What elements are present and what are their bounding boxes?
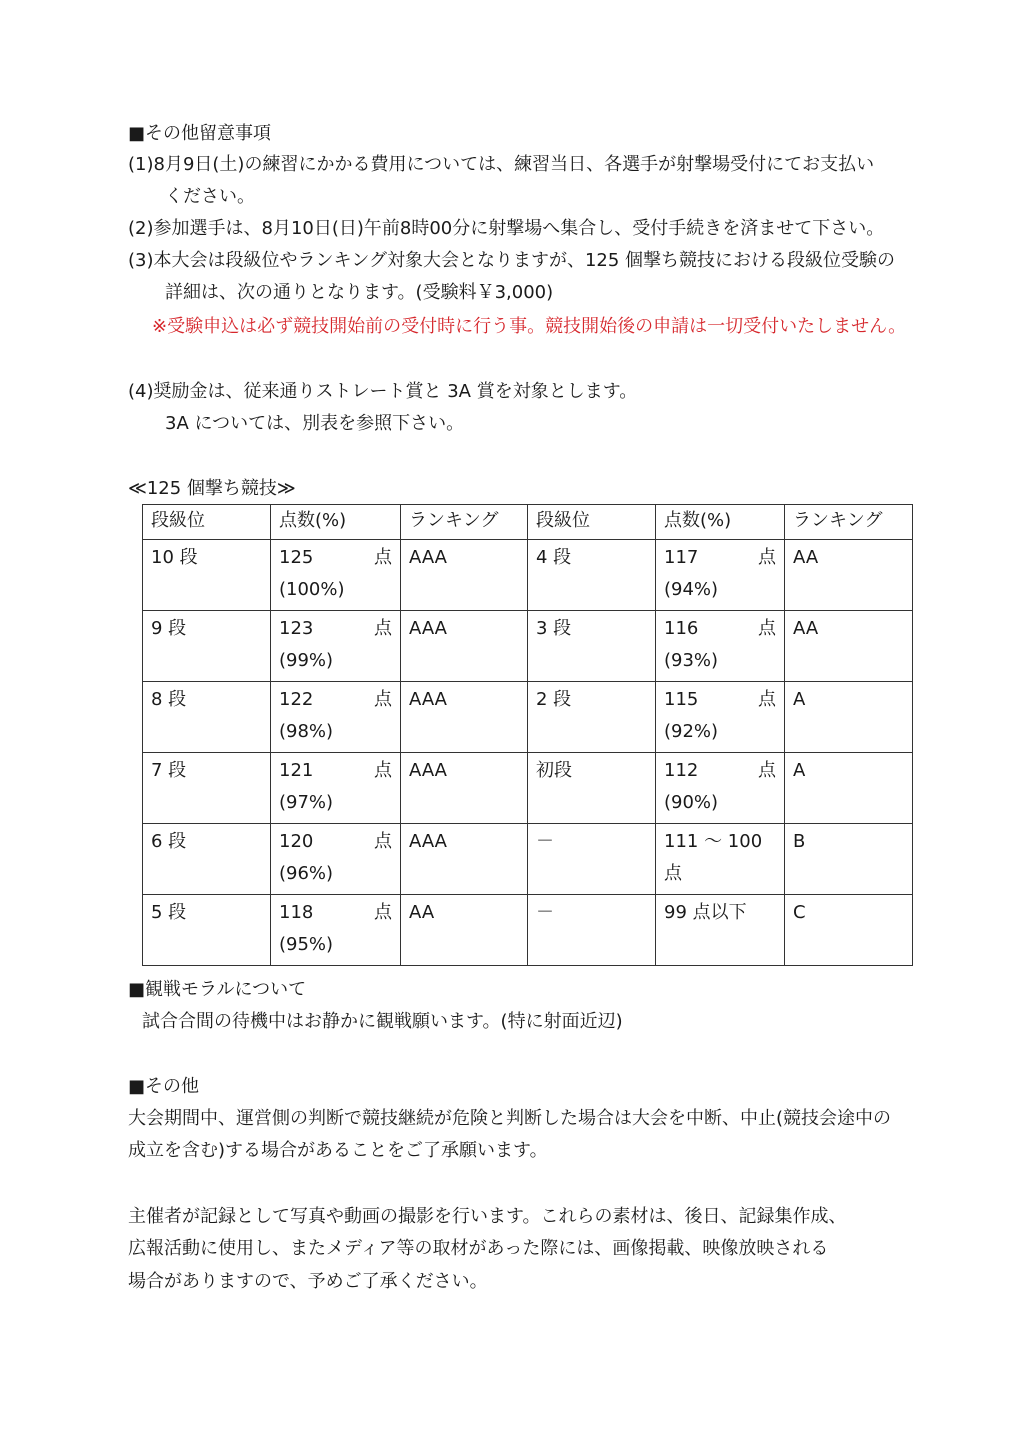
- score-cell: 123 点 (99%): [271, 611, 401, 682]
- score-cell: 115 点 (92%): [656, 682, 785, 753]
- ranking-cell: A: [785, 753, 913, 824]
- header-ranking-2: ランキング: [785, 505, 913, 540]
- score-cell: 111 ～ 100 点: [656, 824, 785, 895]
- ranking-cell: B: [785, 824, 913, 895]
- other-para1-line1: 大会期間中、運営側の判断で競技継続が危険と判断した場合は大会を中断、中止(競技会途中の: [128, 1108, 892, 1129]
- table-row: [143, 824, 913, 895]
- ranking-cell: AA: [785, 540, 913, 611]
- score-cell: 121 点 (97%): [271, 753, 401, 824]
- grade-cell: 10 段: [143, 540, 271, 611]
- notes-heading: ■その他留意事項: [128, 123, 272, 144]
- other-para2-line1: 主催者が記録として写真や動画の撮影を行います。これらの素材は、後日、記録集作成、: [128, 1206, 847, 1227]
- note-item-3: (3)本大会は段級位やランキング対象大会となりますが、125 個撃ち競技における段級位受験の: [128, 250, 896, 271]
- table-row: [143, 682, 913, 753]
- grade-cell: －: [528, 895, 656, 966]
- score-cell: 120 点 (96%): [271, 824, 401, 895]
- grade-cell: 4 段: [528, 540, 656, 611]
- grade-cell: 3 段: [528, 611, 656, 682]
- header-score: 点数(%): [271, 505, 401, 540]
- ranking-cell: AAA: [401, 682, 528, 753]
- score-cell: 116 点 (93%): [656, 611, 785, 682]
- table-row: [143, 895, 913, 966]
- note-item-4: (4)奨励金は、従来通りストレート賞と 3A 賞を対象とします。: [128, 381, 638, 402]
- other-heading: ■その他: [128, 1076, 200, 1097]
- score-cell: 117 点 (94%): [656, 540, 785, 611]
- grade-cell: 9 段: [143, 611, 271, 682]
- note-item-1: (1)8月9日(土)の練習にかかる費用については、練習当日、各選手が射撃場受付にてお支払い: [128, 154, 875, 175]
- score-cell: 112 点 (90%): [656, 753, 785, 824]
- grade-cell: 5 段: [143, 895, 271, 966]
- ranking-cell: C: [785, 895, 913, 966]
- header-ranking: ランキング: [401, 505, 528, 540]
- note-item-3-cont: 詳細は、次の通りとなります。(受験料￥3,000): [165, 282, 554, 303]
- grade-cell: －: [528, 824, 656, 895]
- header-grade-2: 段級位: [528, 505, 656, 540]
- other-para2-line3: 場合がありますので、予めご了承ください。: [128, 1271, 488, 1292]
- ranking-cell: AAA: [401, 611, 528, 682]
- ranking-cell: AAA: [401, 824, 528, 895]
- grade-cell: 8 段: [143, 682, 271, 753]
- grade-cell: 初段: [528, 753, 656, 824]
- grade-table: [142, 504, 913, 966]
- grade-cell: 7 段: [143, 753, 271, 824]
- score-cell: 125 点 (100%): [271, 540, 401, 611]
- ranking-cell: AA: [401, 895, 528, 966]
- table-header-row: [143, 505, 913, 540]
- note-item-1-cont: ください。: [165, 186, 255, 207]
- grade-cell: 6 段: [143, 824, 271, 895]
- table-row: [143, 540, 913, 611]
- warning-note: ※受験申込は必ず競技開始前の受付時に行う事。競技開始後の申請は一切受付いたしません。: [152, 316, 907, 337]
- ranking-cell: A: [785, 682, 913, 753]
- other-para2-line2: 広報活動に使用し、またメディア等の取材があった際には、画像掲載、映像放映される: [128, 1238, 829, 1259]
- score-cell: 118 点 (95%): [271, 895, 401, 966]
- moral-heading: ■観戦モラルについて: [128, 979, 307, 1000]
- table-row: [143, 753, 913, 824]
- other-para1-line2: 成立を含む)する場合があることをご了承願います。: [128, 1140, 548, 1161]
- ranking-cell: AA: [785, 611, 913, 682]
- ranking-cell: AAA: [401, 540, 528, 611]
- grade-cell: 2 段: [528, 682, 656, 753]
- table-caption: ≪125 個撃ち競技≫: [128, 478, 296, 499]
- header-grade: 段級位: [143, 505, 271, 540]
- moral-text: 試合合間の待機中はお静かに観戦願います。(特に射面近辺): [142, 1011, 623, 1032]
- ranking-cell: AAA: [401, 753, 528, 824]
- table-row: [143, 611, 913, 682]
- header-score-2: 点数(%): [656, 505, 785, 540]
- note-item-4-cont: 3A については、別表を参照下さい。: [165, 413, 465, 434]
- score-cell: 122 点 (98%): [271, 682, 401, 753]
- score-cell: 99 点以下: [656, 895, 785, 966]
- note-item-2: (2)参加選手は、8月10日(日)午前8時00分に射撃場へ集合し、受付手続きを済ませて下さい。: [128, 218, 885, 239]
